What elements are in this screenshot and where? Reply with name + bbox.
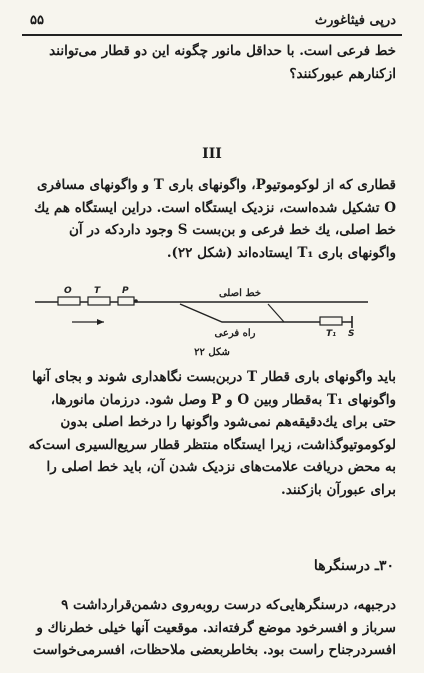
- car-t1: [320, 317, 342, 325]
- locomotive-p: [118, 297, 134, 305]
- label-t: T: [94, 286, 101, 296]
- car-t: [88, 297, 110, 305]
- railway-diagram: [30, 282, 370, 340]
- car-o: [58, 297, 80, 305]
- label-o: O: [64, 286, 72, 296]
- figure-caption: شکل ۲۲: [194, 347, 230, 358]
- paragraph-1: خط فرعی است. با حداقل مانور چگونه این دو قطار می‌توانند ازکنارهم عبورکنند؟: [49, 43, 396, 82]
- section-heading-30: ۳۰ـ درسنگرها: [313, 558, 394, 574]
- label-p: P: [122, 286, 129, 296]
- section-number: III: [202, 146, 222, 162]
- running-title: درپی فیثاغورث: [314, 13, 396, 28]
- main-line-label: خط اصلی: [218, 288, 262, 299]
- paragraph-3: باید واگونهای باری قطار T دربن‌بست نگاهداری شوند و بجای آنها واگونهای T₁ به‌قطار وبین O و P وصل شود. درزمان مانورها، حتی برای یك‌دقیقه‌هم نمی‌شود واگونها را درخط اصلی بدون لوکوموتیوگذاشت، زیرا ایستگاه منتظر قطار سریع‌السیری است‌که به محض دریافت علامت‌های نزدیک شدن آن، باید خط اصلی را برای عبورآن بازکنند.: [28, 369, 396, 498]
- paragraph-4: درجبهه، درسنگرهایی‌که درست روبه‌روی دشمن‌قرارداشت ۹ سرباز و افسرخود موضع گرفته‌اند. موقعیت آنها خیلی خطرناك و افسردرجناح راست بود. بخاطربعضی ملاحظات، افسرمی‌خواست: [33, 597, 396, 658]
- paragraph-2: قطاری که از لوکوموتیوP، واگونهای باری T و واگونهای مسافری O تشکیل شده‌است، نزدیک ایستگاه است. دراین ایستگاه هم یك خط اصلی، یك خط فرعی و بن‌بست S وجود داردکه در آن واگونهای باری T₁ ایستاده‌اند (شکل ۲۲).: [34, 177, 396, 261]
- label-t1: T₁: [326, 329, 337, 339]
- arrow-head-icon: [97, 319, 104, 325]
- page-header: [22, 10, 402, 36]
- branch-label: راه فرعی: [214, 328, 256, 339]
- locomotive-front: [134, 299, 138, 303]
- label-s: S: [348, 329, 355, 339]
- page-number: ۵۵: [30, 13, 44, 28]
- branch-link: [268, 304, 284, 322]
